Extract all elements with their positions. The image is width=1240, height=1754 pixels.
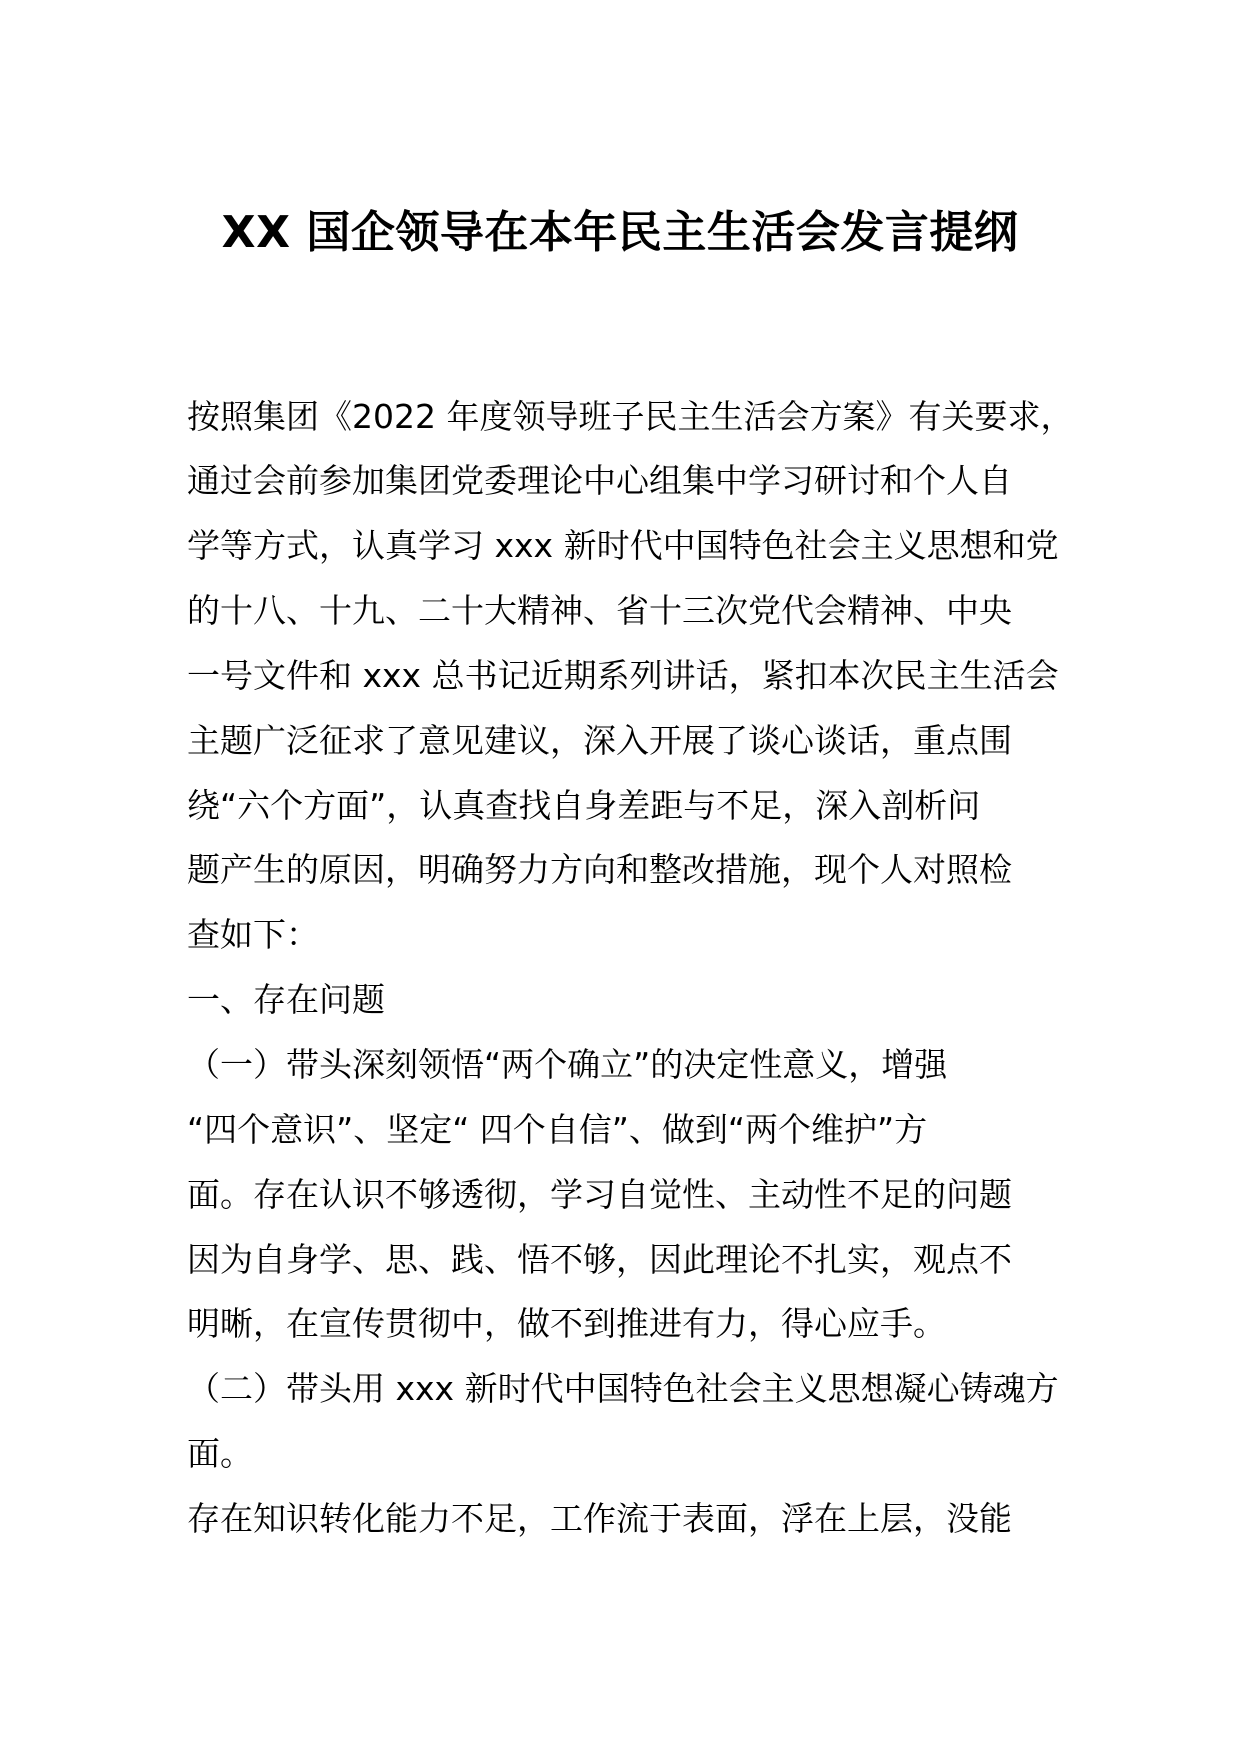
body-line-17: 面。: [187, 1434, 253, 1473]
section-heading-problems: 一、存在问题: [187, 980, 385, 1019]
body-line-11: （一）带头深刻领悟“两个确立”的决定性意义，增强: [187, 1045, 948, 1084]
body-line-16: （二）带头用 xxx 新时代中国特色社会主义思想凝心铸魂方: [187, 1369, 1059, 1408]
body-line-4: 的十八、十九、二十大精神、省十三次党代会精神、中央: [187, 591, 1012, 630]
body-line-14: 因为自身学、思、践、悟不够，因此理论不扎实，观点不: [187, 1240, 1012, 1279]
body-line-5: 一号文件和 xxx 总书记近期系列讲话，紧扣本次民主生活会: [187, 656, 1059, 695]
body-line-1: 按照集团《2022 年度领导班子民主生活会方案》有关要求，: [187, 397, 1074, 436]
body-line-6: 主题广泛征求了意见建议，深入开展了谈心谈话，重点围: [187, 721, 1012, 760]
body-line-12: “四个意识”、坚定“ 四个自信”、做到“两个维护”方: [187, 1110, 928, 1149]
body-line-13: 面。存在认识不够透彻，学习自觉性、主动性不足的问题: [187, 1175, 1012, 1214]
body-line-2: 通过会前参加集团党委理论中心组集中学习研讨和个人自: [187, 461, 1012, 500]
body-line-8: 题产生的原因，明确努力方向和整改措施，现个人对照检: [187, 850, 1012, 889]
document-title: XX 国企领导在本年民主生活会发言提纲: [221, 207, 1019, 258]
body-line-18: 存在知识转化能力不足，工作流于表面，浮在上层，没能: [187, 1499, 1012, 1538]
body-line-15: 明晰，在宣传贯彻中，做不到推进有力，得心应手。: [187, 1304, 946, 1343]
body-line-9: 查如下：: [187, 915, 319, 954]
body-line-7: 绕“六个方面”，认真查找自身差距与不足，深入剖析问: [187, 786, 981, 825]
body-line-3: 学等方式，认真学习 xxx 新时代中国特色社会主义思想和党: [187, 526, 1059, 565]
